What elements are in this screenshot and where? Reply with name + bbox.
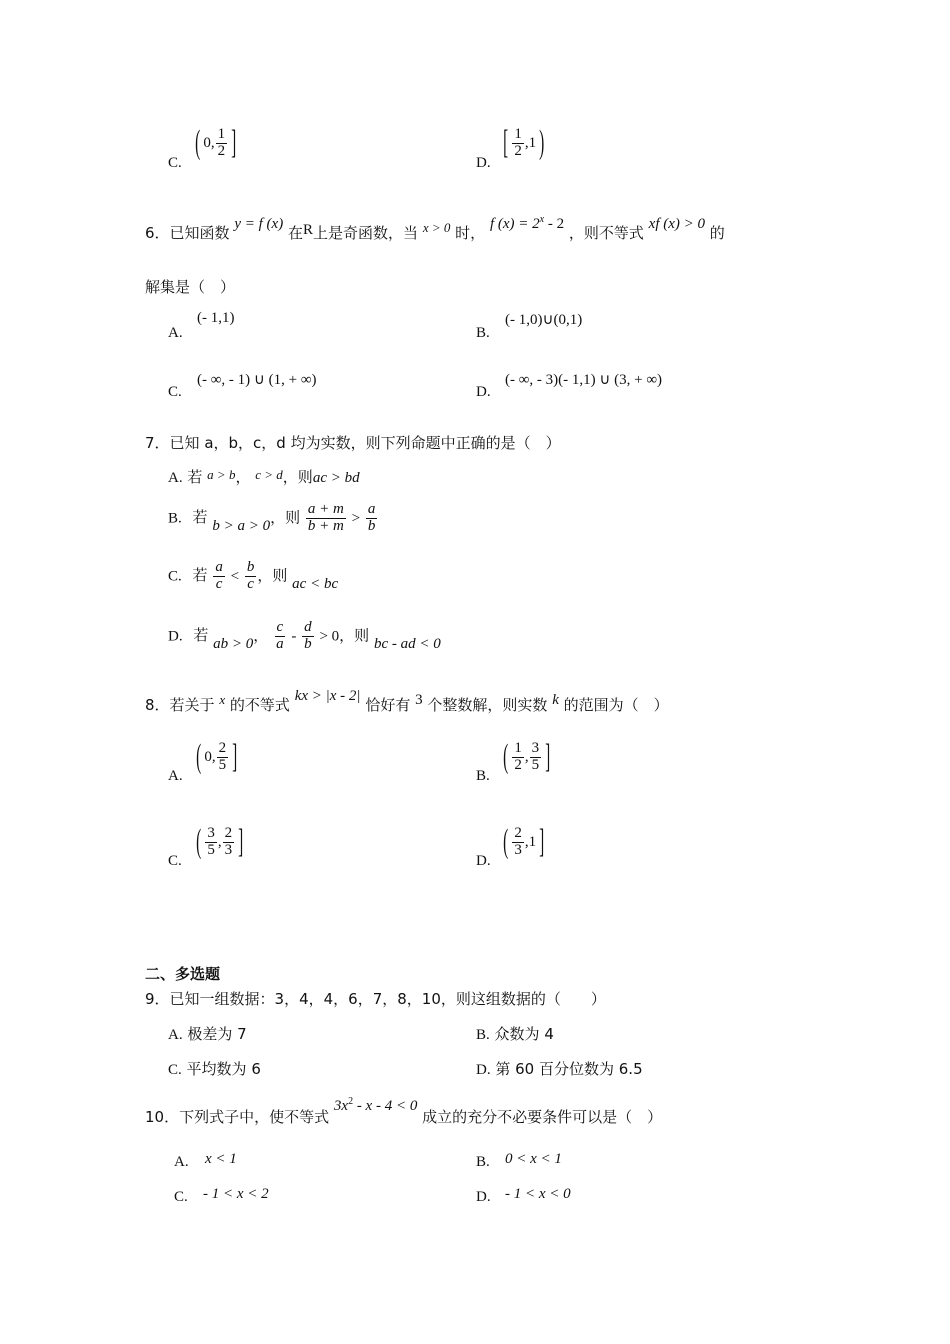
q6-option-b-value: (- 1,0)∪(0,1): [505, 312, 583, 328]
q10-option-d-value: - 1 < x < 0: [505, 1186, 571, 1202]
q9-option-a: A. 极差为 7: [168, 1025, 247, 1043]
q8-option-a-value: ( 0, $\frac{2}{5}$ ]: [196, 738, 238, 775]
q10-option-b-value: 0 < x < 1: [505, 1151, 562, 1167]
q8-option-c-label: C.: [168, 853, 182, 869]
q8-option-b-value: ( $\frac{1}{2}$ , $\frac{3}{5}$ ]: [503, 738, 551, 775]
q7-option-d: D. 若 ab > 0， $\frac{c}{a}$ - $\frac{d}{b}$ > 0，则 bc - ad < 0: [168, 619, 441, 653]
q5-option-c-label: C.: [168, 155, 182, 171]
question-6-stem: 6．已知函数 y = f (x) 在R上是奇函数，当 x > 0 时， f $(x) = 2^x - 2$ ，则不等式 xf (x) > 0 的: [145, 214, 725, 242]
q8-option-b-label: B.: [476, 768, 490, 784]
q7-option-b: B. 若 b > a > 0，则 $\frac{a + m}{b + m}$ > $\frac{a}{b}$: [168, 501, 376, 535]
section-title: 二、多选题: [145, 965, 221, 983]
q10-option-d-label: D.: [476, 1189, 491, 1205]
q7-option-c: C. 若 $\frac{a}{c}$ < $\frac{b}{c}$ ，则 ac < bc: [168, 559, 339, 593]
q6-option-b-label: B.: [476, 325, 490, 341]
q5-option-d-value: [ $\frac{1}{2}$ ,1): [503, 124, 545, 161]
q5-option-d-label: D.: [476, 155, 491, 171]
q8-option-c-value: ( $\frac{3}{5}$ , $\frac{2}{3}$ ]: [196, 823, 244, 860]
q10-option-b-label: B.: [476, 1154, 490, 1170]
question-8-stem: 8．若关于 x 的不等式 kx > |x - 2| 恰好有 3 个整数解，则实数 k 的范围为（ ）: [145, 688, 669, 714]
q6-option-a-label: A.: [168, 325, 183, 341]
q5-option-c-value: ( 0, $\frac{1}{2}$ ]: [195, 124, 237, 161]
q10-option-c-label: C.: [174, 1189, 188, 1205]
question-10-stem: 10．下列式子中，使不等式 $3x^2 - x - 4 < 0$ 成立的充分不必要条件可以是（ ）: [145, 1096, 663, 1126]
q6-option-d-value: (- ∞, - 3)(- 1,1) ∪ (3, + ∞): [505, 372, 663, 388]
q8-option-d-label: D.: [476, 853, 491, 869]
q9-option-b: B. 众数为 4: [476, 1025, 554, 1043]
q9-option-d: D. 第 60 百分位数为 6.5: [476, 1060, 643, 1078]
question-9-stem: 9．已知一组数据：3，4，4，6，7，8，10，则这组数据的（ ）: [145, 990, 606, 1008]
q6-option-c-value: (- ∞, - 1) ∪ (1, + ∞): [197, 372, 317, 388]
q10-option-c-value: - 1 < x < 2: [203, 1186, 269, 1202]
q8-option-a-label: A.: [168, 768, 183, 784]
q10-option-a-label: A.: [174, 1154, 189, 1170]
q6-option-c-label: C.: [168, 384, 182, 400]
q7-option-a: A. 若 a > b， c > d，则ac > bd: [168, 467, 360, 486]
q9-option-c: C. 平均数为 6: [168, 1060, 261, 1078]
question-7-stem: 7．已知 a，b，c，d 均为实数，则下列命题中正确的是（ ）: [145, 434, 561, 452]
q8-option-d-value: ( $\frac{2}{3}$ ,1]: [503, 823, 545, 860]
q6-option-d-label: D.: [476, 384, 491, 400]
q6-option-a-value: (- 1,1): [197, 310, 235, 326]
question-6-line2: 解集是（ ）: [145, 278, 236, 296]
q10-option-a-value: x < 1: [205, 1151, 237, 1167]
